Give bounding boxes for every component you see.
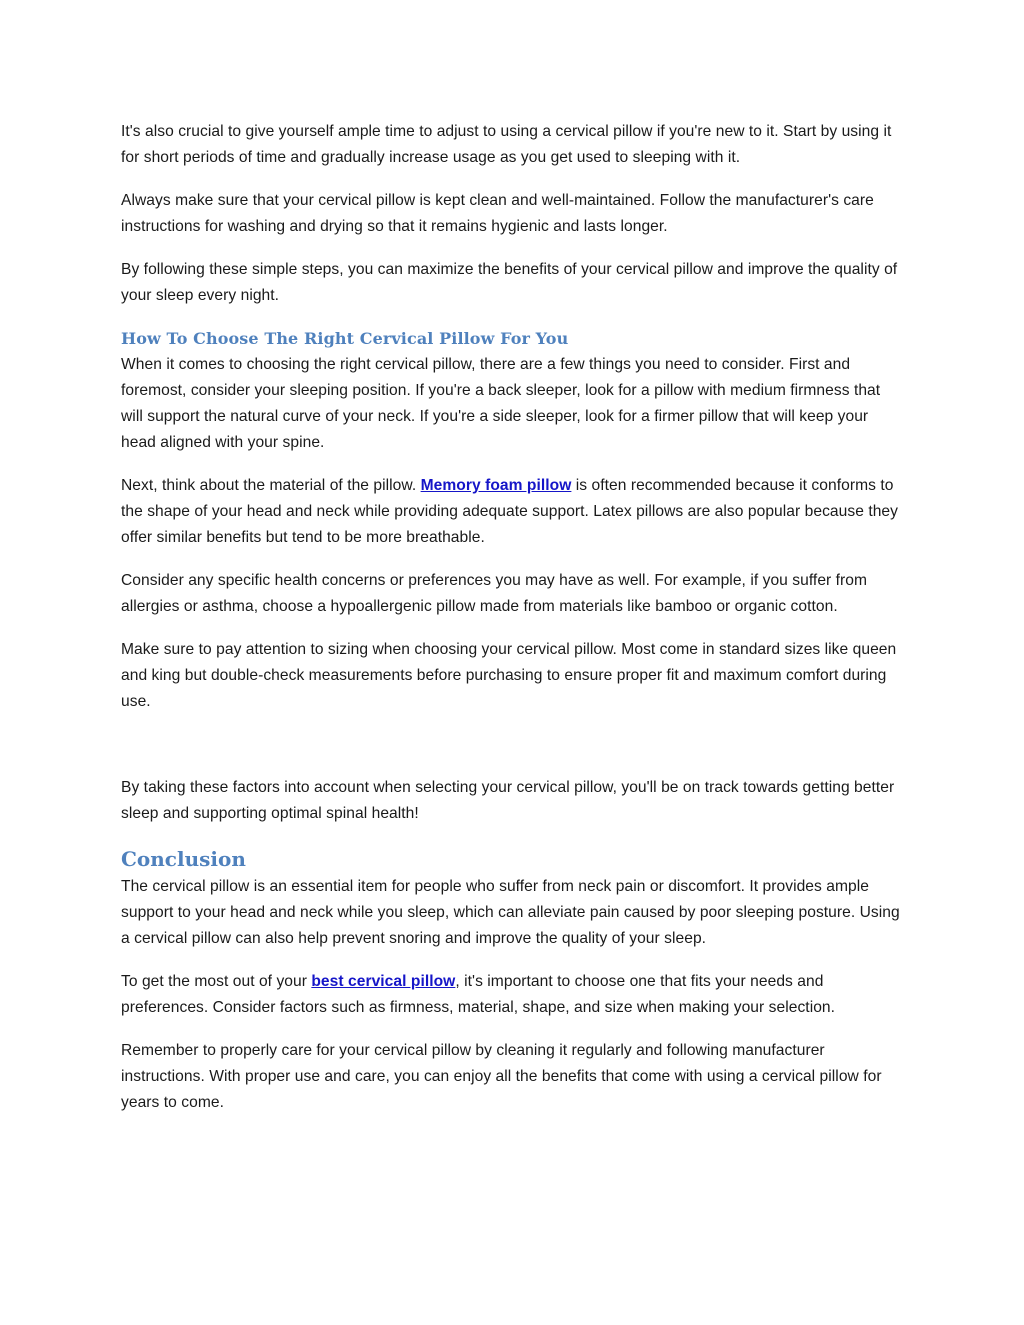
choose-paragraph-4: Make sure to pay attention to sizing when choosing your cervical pillow. Most come in standard sizes like queen and king but double-check measurements before purchasing to ensure proper fit and maximum comfort during use.	[121, 641, 897, 710]
intro-paragraph-3: By following these simple steps, you can maximize the benefits of your cervical pillow and improve the quality of your sleep every night.	[121, 261, 898, 304]
conclusion-paragraph-2-text-a: To get the most out of your	[121, 973, 312, 990]
intro-paragraph-2: Always make sure that your cervical pillow is kept clean and well-maintained. Follow the manufacturer's care instructions for washing and drying so that it remains hygienic and lasts longer.	[121, 192, 874, 235]
blank-spacer	[121, 732, 906, 775]
choose-paragraph-2	[121, 473, 906, 551]
choose-pillow-heading: How To Choose The Right Cervical Pillow For You	[121, 329, 569, 348]
conclusion-heading: Conclusion	[121, 847, 246, 871]
choose-paragraph-1: When it comes to choosing the right cervical pillow, there are a few things you need to consider. First and foremost, consider your sleeping position. If you're a back sleeper, look for a pillow with medium firmness that will support the natural curve of your neck. If you're a side sleeper, look for a firmer pillow that will keep your head aligned with your spine.	[121, 356, 881, 451]
choose-paragraph-2-text-a: Next, think about the material of the pillow.	[121, 477, 421, 494]
best-cervical-pillow-link[interactable]: best cervical pillow	[311, 973, 456, 990]
conclusion-paragraph-3: Remember to properly care for your cervical pillow by cleaning it regularly and following manufacturer instructions. With proper use and care, you can enjoy all the benefits that come with using a cervical pillow for years to come.	[121, 1042, 882, 1111]
choose-paragraph-3: Consider any specific health concerns or preferences you may have as well. For example, if you suffer from allergies or asthma, choose a hypoallergenic pillow made from materials like bamboo or organic cotton.	[121, 572, 868, 615]
memory-foam-pillow-link[interactable]: Memory foam pillow	[420, 477, 572, 494]
intro-paragraph-1: It's also crucial to give yourself ample time to adjust to using a cervical pillow if you're new to it. Start by using it for short periods of time and gradually increase usage as you get used to sleeping with it.	[121, 123, 892, 166]
choose-paragraph-5: By taking these factors into account when selecting your cervical pillow, you'll be on track towards getting better sleep and supporting optimal spinal health!	[121, 779, 895, 822]
conclusion-paragraph-1: The cervical pillow is an essential item for people who suffer from neck pain or discomfort. It provides ample support to your head and neck while you sleep, which can alleviate pain caused by poor sleeping posture. Using a cervical pillow can also help prevent snoring and improve the quality of your sleep.	[121, 878, 900, 947]
conclusion-paragraph-2	[121, 969, 906, 1021]
document-page	[121, 119, 906, 1133]
choose-paragraph-2-text-b: is often recommended because it conforms to the shape of your head and neck while providing adequate support. Latex pillows are also popular because they offer similar benefits but tend to be more breathable.	[121, 477, 898, 546]
conclusion-paragraph-2-text-b: , it's important to choose one that fits your needs and preferences. Consider factors such as firmness, material, shape, and size when making your selection.	[121, 973, 836, 1016]
